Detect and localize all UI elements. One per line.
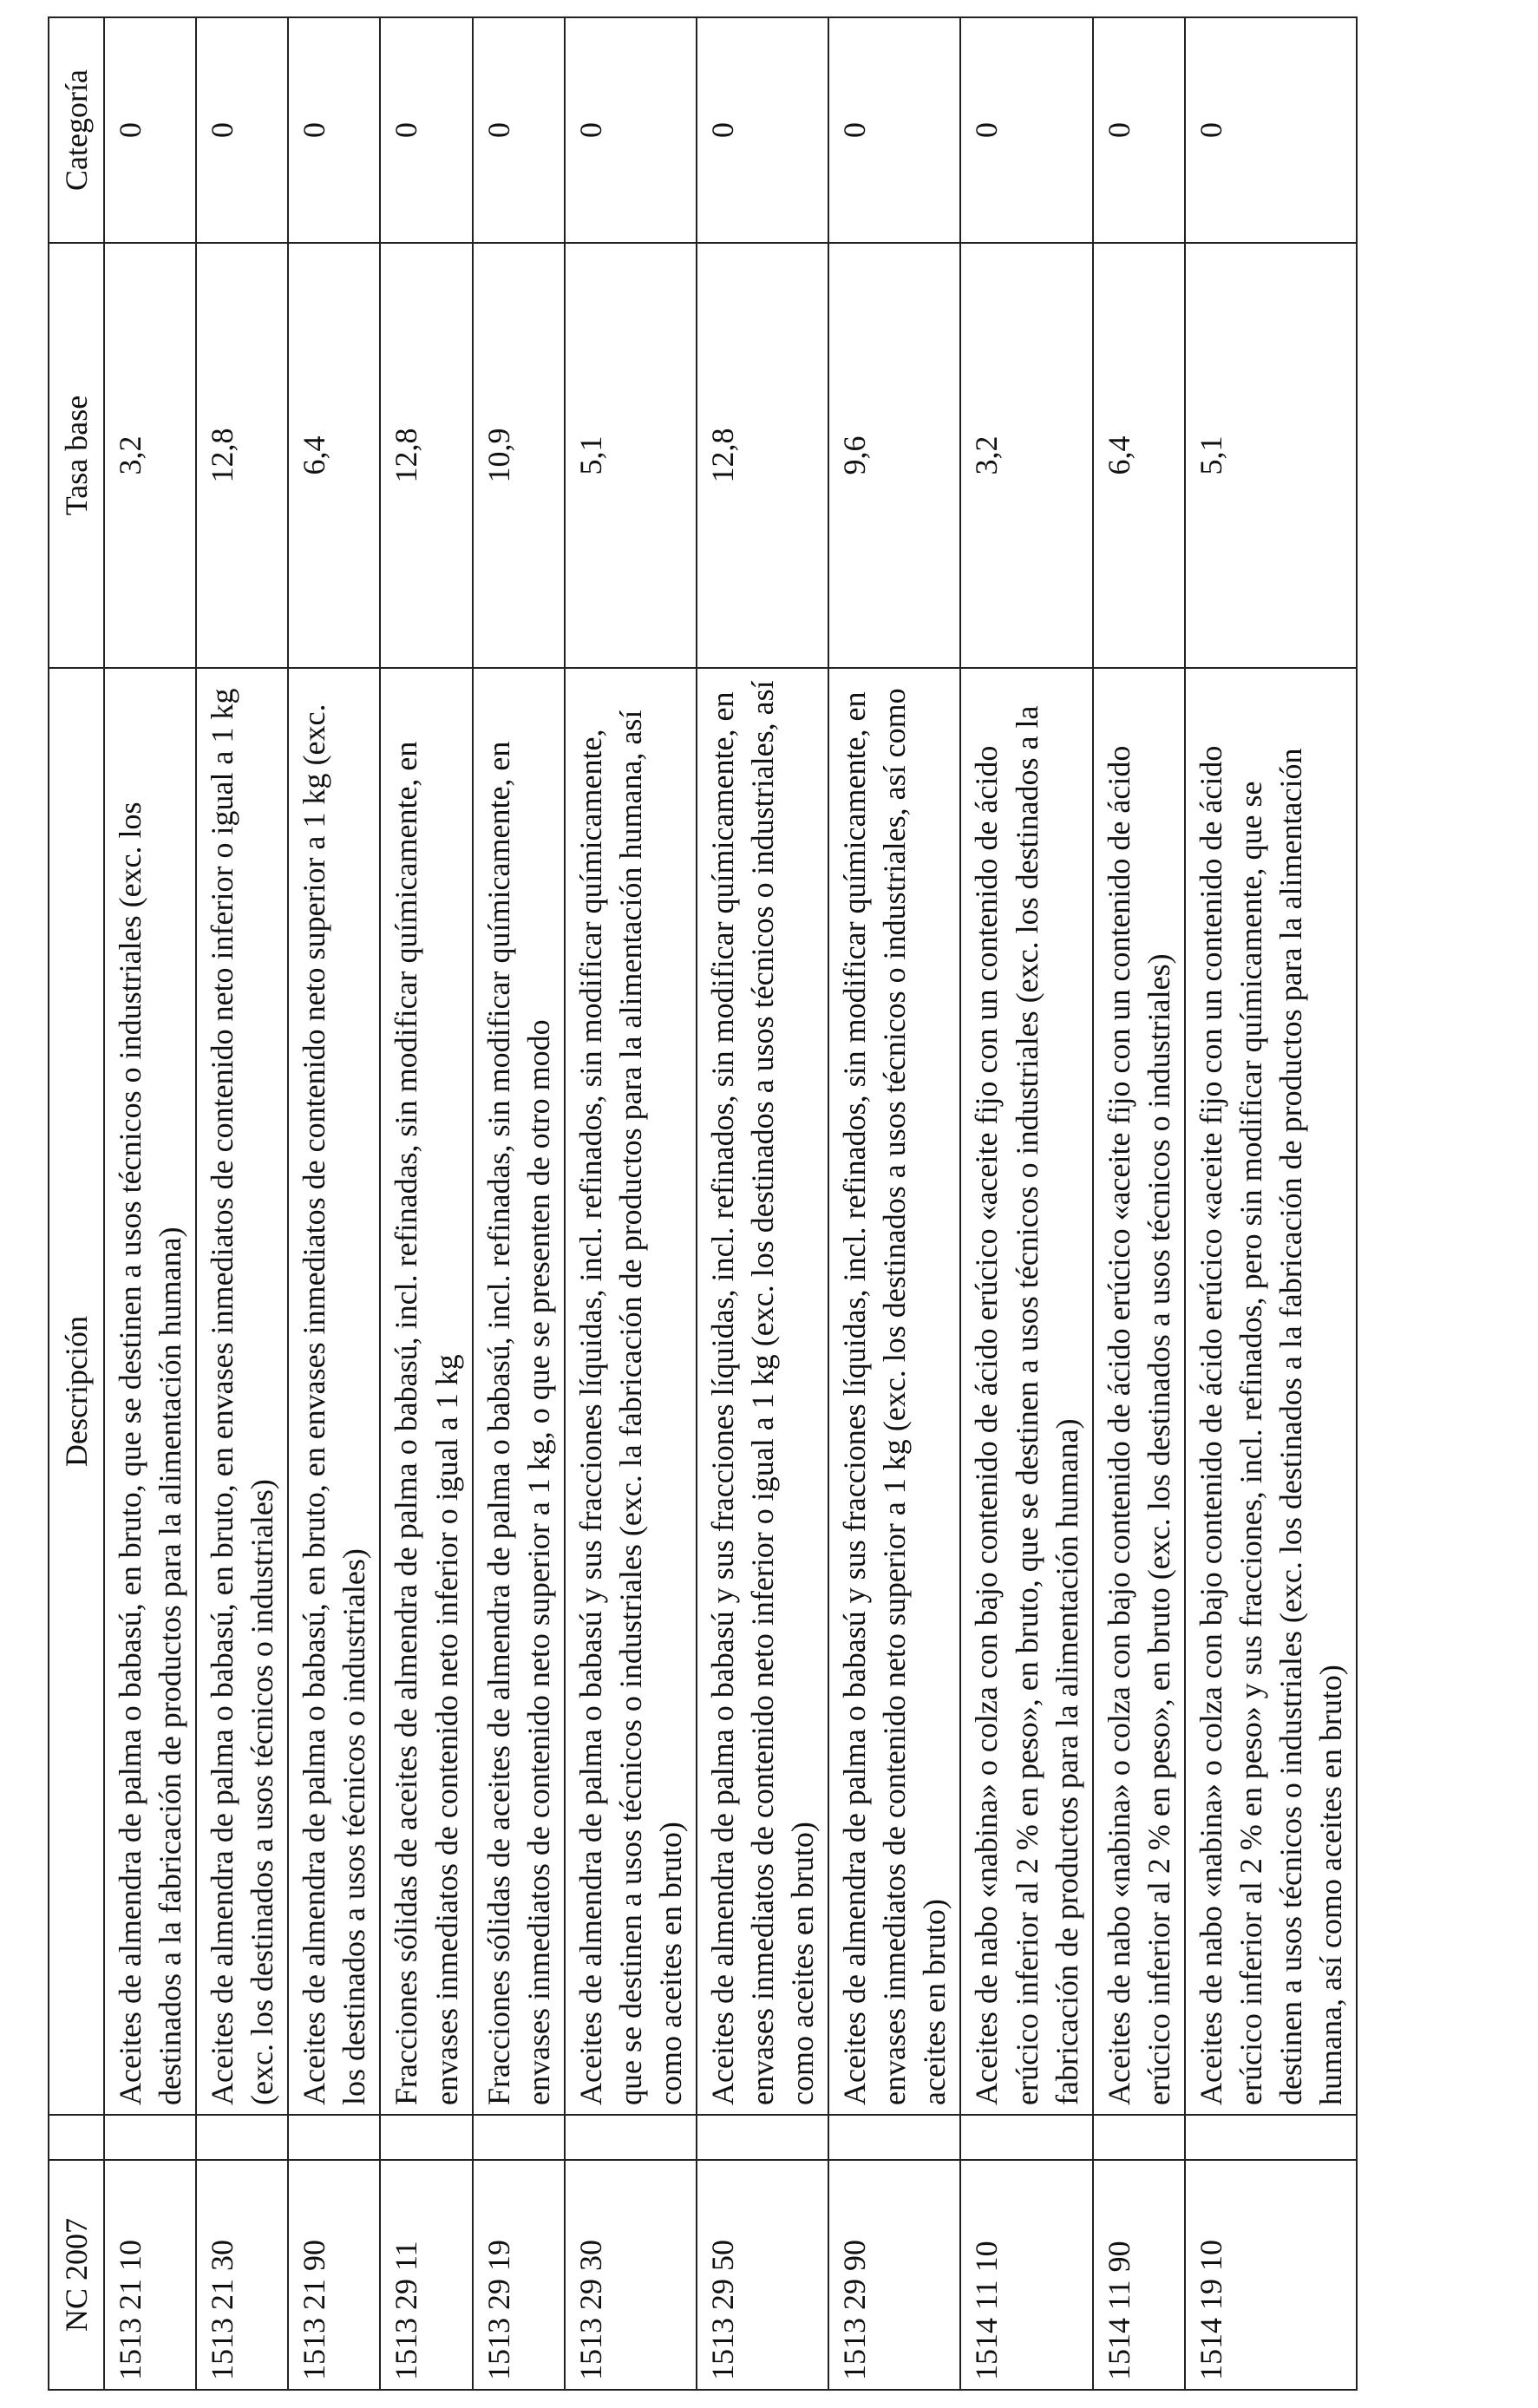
cell-category: 0 [104, 17, 196, 243]
cell-base-rate: 3,2 [104, 243, 196, 668]
cell-spacer [380, 2115, 472, 2160]
cell-base-rate: 12,8 [380, 243, 472, 668]
cell-category: 0 [196, 17, 288, 243]
cell-description: Fracciones sólidas de aceites de almendra de palma o babasú, incl. refinadas, sin modificar químicamente, en envases inmediatos de contenido neto inferior o igual a 1 kg [380, 668, 472, 2115]
cell-spacer [196, 2115, 288, 2160]
cell-spacer [828, 2115, 960, 2160]
cell-category: 0 [473, 17, 565, 243]
cell-description: Aceites de nabo «nabina» o colza con bajo contenido de ácido erúcico «aceite fijo con un contenido de ácido erúcico inferior al 2 % en peso» y sus fracciones, incl. refinados, pero sin modificar químicamente, que se destinen a usos técnicos o industriales (exc. los destinados a la fabricación de productos para la alimentación humana, así como aceites en bruto) [1185, 668, 1357, 2115]
cell-base-rate: 5,1 [1185, 243, 1357, 668]
cell-base-rate: 10,9 [473, 243, 565, 668]
cell-base-rate: 12,8 [697, 243, 828, 668]
cell-category: 0 [565, 17, 697, 243]
cell-description: Aceites de almendra de palma o babasú, en bruto, en envases inmediatos de contenido neto inferior o igual a 1 kg (exc. los destinados a usos técnicos o industriales) [196, 668, 288, 2115]
header-base-rate: Tasa base [49, 243, 104, 668]
cell-code: 1513 21 90 [288, 2160, 380, 2390]
cell-spacer [1185, 2115, 1357, 2160]
cell-code: 1514 11 10 [960, 2160, 1092, 2390]
cell-category: 0 [960, 17, 1092, 243]
cell-spacer [697, 2115, 828, 2160]
cell-base-rate: 12,8 [196, 243, 288, 668]
cell-code: 1513 21 30 [196, 2160, 288, 2390]
cell-category: 0 [697, 17, 828, 243]
cell-description: Aceites de nabo «nabina» o colza con bajo contenido de ácido erúcico «aceite fijo con un contenido de ácido erúcico inferior al 2 % en peso», en bruto (exc. los destinados a usos técnicos o industriales) [1093, 668, 1185, 2115]
cell-description: Aceites de almendra de palma o babasú y sus fracciones líquidas, incl. refinados, sin modificar químicamente, en envases inmediatos de contenido neto superior a 1 kg (exc. los destinados a usos técnicos o industriales, así como aceites en bruto) [828, 668, 960, 2115]
cell-category: 0 [380, 17, 472, 243]
cell-code: 1513 29 90 [828, 2160, 960, 2390]
table-row [380, 17, 472, 2390]
cell-base-rate: 6,4 [288, 243, 380, 668]
table-row [828, 17, 960, 2390]
cell-spacer [288, 2115, 380, 2160]
cell-base-rate: 3,2 [960, 243, 1092, 668]
cell-category: 0 [828, 17, 960, 243]
table-row [697, 17, 828, 2390]
cell-code: 1514 11 90 [1093, 2160, 1185, 2390]
cell-description: Fracciones sólidas de aceites de almendra de palma o babasú, incl. refinadas, sin modificar químicamente, en envases inmediatos de contenido neto superior a 1 kg, o que se presenten de otro modo [473, 668, 565, 2115]
table-row [288, 17, 380, 2390]
cell-base-rate: 5,1 [565, 243, 697, 668]
rotated-page [48, 18, 1349, 2391]
table-row [196, 17, 288, 2390]
header-nc-2007: NC 2007 [49, 2160, 104, 2390]
header-description: Descripción [49, 668, 104, 2115]
cell-category: 0 [1185, 17, 1357, 243]
cell-description: Aceites de nabo «nabina» o colza con bajo contenido de ácido erúcico «aceite fijo con un contenido de ácido erúcico inferior al 2 % en peso», en bruto, que se destinen a usos técnicos o industriales (exc. los destinados a la fabricación de productos para la alimentación humana) [960, 668, 1092, 2115]
cell-spacer [473, 2115, 565, 2160]
cell-description: Aceites de almendra de palma o babasú y sus fracciones líquidas, incl. refinados, sin modificar químicamente, que se destinen a usos técnicos o industriales (exc. la fabricación de productos para la alimentación humana, así como aceites en bruto) [565, 668, 697, 2115]
table-row [960, 17, 1092, 2390]
cell-code: 1513 29 50 [697, 2160, 828, 2390]
cell-code: 1513 21 10 [104, 2160, 196, 2390]
cell-category: 0 [1093, 17, 1185, 243]
header-spacer [49, 2115, 104, 2160]
table-header-row [49, 17, 104, 2390]
cell-description: Aceites de almendra de palma o babasú, en bruto, en envases inmediatos de contenido neto superior a 1 kg (exc. los destinados a usos técnicos o industriales) [288, 668, 380, 2115]
header-category: Categoría [49, 17, 104, 243]
tariff-table [48, 16, 1358, 2391]
table-row [473, 17, 565, 2390]
table-row [1093, 17, 1185, 2390]
table-row [104, 17, 196, 2390]
cell-description: Aceites de almendra de palma o babasú y sus fracciones líquidas, incl. refinados, sin modificar químicamente, en envases inmediatos de contenido neto inferior o igual a 1 kg (exc. los destinados a usos técnicos o industriales, así como aceites en bruto) [697, 668, 828, 2115]
cell-code: 1513 29 19 [473, 2160, 565, 2390]
cell-spacer [104, 2115, 196, 2160]
cell-spacer [960, 2115, 1092, 2160]
cell-code: 1513 29 11 [380, 2160, 472, 2390]
table-row [1185, 17, 1357, 2390]
cell-category: 0 [288, 17, 380, 243]
cell-code: 1514 19 10 [1185, 2160, 1357, 2390]
cell-spacer [565, 2115, 697, 2160]
cell-base-rate: 9,6 [828, 243, 960, 668]
cell-code: 1513 29 30 [565, 2160, 697, 2390]
cell-spacer [1093, 2115, 1185, 2160]
table-row [565, 17, 697, 2390]
cell-base-rate: 6,4 [1093, 243, 1185, 668]
cell-description: Aceites de almendra de palma o babasú, en bruto, que se destinen a usos técnicos o industriales (exc. los destinados a la fabricación de productos para la alimentación humana) [104, 668, 196, 2115]
